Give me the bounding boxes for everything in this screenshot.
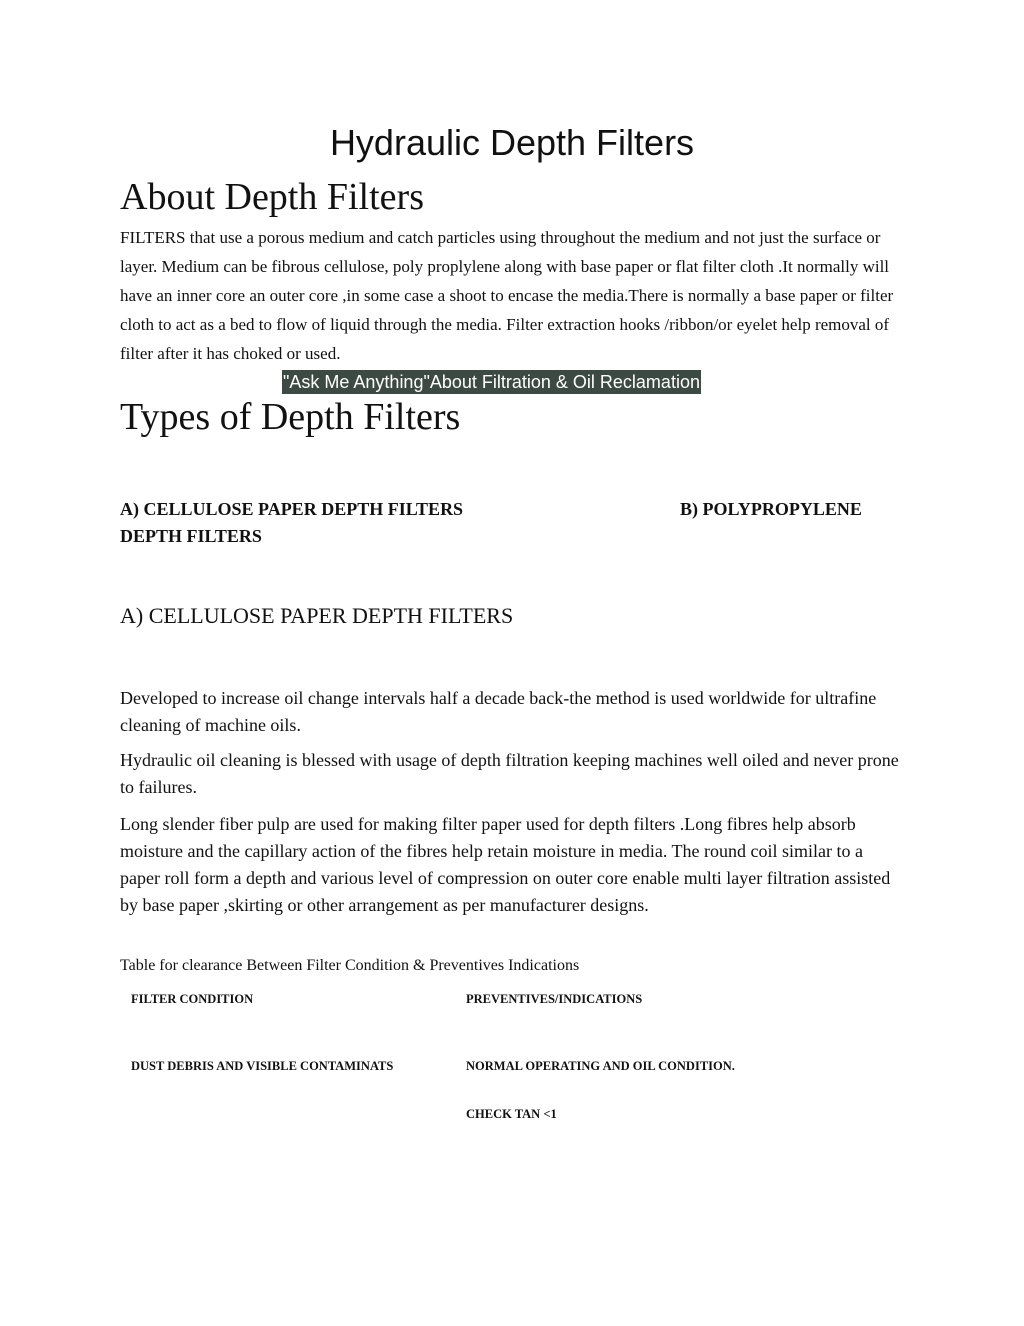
document-title: Hydraulic Depth Filters — [329, 122, 695, 163]
types-heading: Types of Depth Filters — [120, 396, 461, 438]
table-header-cell: PREVENTIVES/INDICATIONS — [466, 992, 643, 1006]
table-cell: DUST DEBRIS AND VISIBLE CONTAMINATS — [131, 1059, 394, 1073]
type-b-label: B) POLYPROPYLENE — [680, 499, 862, 519]
table-cell: CHECK TAN <1 — [466, 1107, 557, 1121]
table-cell: NORMAL OPERATING AND OIL CONDITION. — [466, 1059, 735, 1073]
cellulose-heading: A) CELLULOSE PAPER DEPTH FILTERS — [120, 603, 514, 628]
cellulose-paragraph: Long slender fiber pulp are used for making filter paper used for depth filters .Long fibres help absorb moisture and the capillary action of the fibres help retain moisture in media. The round coil similar to a paper roll form a depth and various level of compression on outer core enable multi layer filtration assisted by base paper ,skirting or other arrangement as per manufacturer designs. — [120, 814, 891, 915]
cellulose-paragraph: Hydraulic oil cleaning is blessed with usage of depth filtration keeping machines well oiled and never prone to failures. — [120, 750, 899, 797]
cellulose-paragraph: Developed to increase oil change intervals half a decade back-the method is used worldwide for ultrafine cleaning of machine oils. — [120, 688, 877, 735]
table-header-cell: FILTER CONDITION — [131, 992, 254, 1006]
about-heading: About Depth Filters — [120, 176, 424, 218]
type-a-label: A) CELLULOSE PAPER DEPTH FILTERS — [120, 499, 464, 519]
about-paragraph: FILTERS that use a porous medium and catch particles using throughout the medium and not just the surface or layer. Medium can be fibrous cellulose, poly proplylene along with base paper or flat filter cloth .It normally will have an inner core an outer core ,in some case a shoot to encase the media.There is normally a base paper or filter cloth to act as a bed to flow of liquid through the media. Filter extraction hooks /ribbon/or eyelet help removal of filter after it has choked or used. — [120, 228, 894, 363]
ask-me-anything-link[interactable]: "Ask Me Anything"About Filtration & Oil Reclamation — [283, 372, 700, 392]
type-b-label-continued: DEPTH FILTERS — [120, 526, 262, 546]
table-caption: Table for clearance Between Filter Condition & Preventives Indications — [120, 957, 580, 974]
